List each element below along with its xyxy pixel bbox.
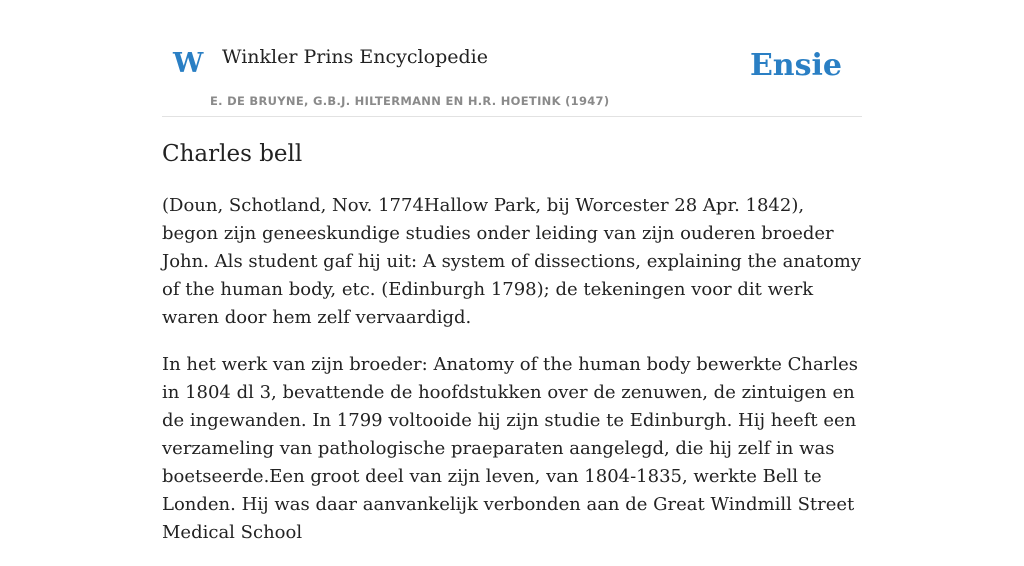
article-body — [162, 192, 862, 566]
article-title: Charles bell — [162, 141, 303, 167]
site-header — [162, 0, 862, 117]
article-paragraph: In het werk van zijn broeder: Anatomy of the human body bewerkte Charles in 1804 dl 3, bevattende de hoofdstukken over de zenuwen, de zintuigen en de ingewanden. In 1799 voltooide hij zijn studie te Edinburgh. Hij heeft een verzameling van pathologische praeparaten aangelegd, die hij zelf in was boetseerde.Een groot deel van zijn leven, van 1804-1835, werkte Bell te Londen. Hij was daar aanvankelijk verbonden aan de Great Windmill Street Medical School — [162, 354, 858, 543]
article-paragraph: (Doun, Schotland, Nov. 1774Hallow Park, bij Worcester 28 Apr. 1842), begon zijn geneeskundige studies onder leiding van zijn ouderen broeder John. Als student gaf hij uit: A system of dissections, explaining the anatomy of the human body, etc. (Edinburgh 1798); de tekeningen voor dit werk waren door hem zelf vervaardigd. — [162, 195, 862, 328]
ensie-logo-link[interactable]: Ensie — [749, 48, 842, 83]
source-authors: E. DE BRUYNE, G.B.J. HILTERMANN EN H.R. HOETINK (1947) — [210, 94, 610, 108]
source-title-link[interactable]: Winkler Prins Encyclopedie — [222, 46, 488, 68]
winkler-prins-logo-icon[interactable]: W — [173, 48, 204, 79]
